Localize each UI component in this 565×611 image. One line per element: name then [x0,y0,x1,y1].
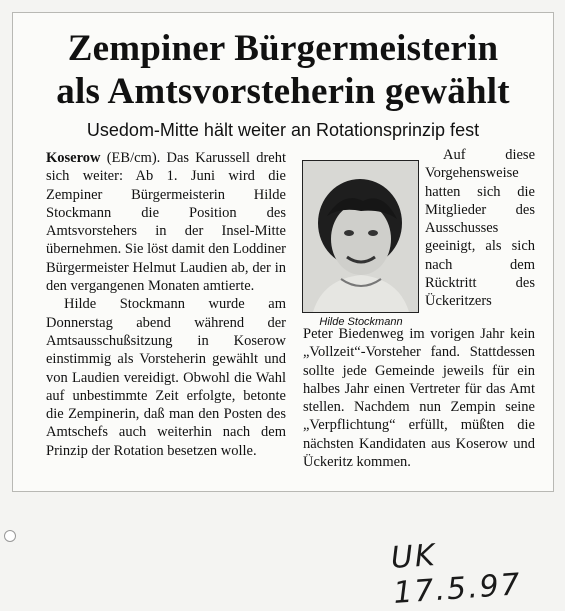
paragraph-1 [46,149,286,295]
newspaper-clipping [12,12,554,492]
photo-caption: Hilde Stockmann [319,316,403,328]
paragraph-1-text: (EB/cm). Das Karussell dreht sich weiter: Ab 1. Juni wird die Zempiner Bürgermeisterin Hilde Stockmann die Position des Amtsvorstehers in der Insel-Mitte übernehmen. Sie löst damit den Loddiner Bürgermeister Helmut Laudien ab, der in den vergangenen Monaten amtierte. [46,150,287,295]
handwritten-note: UK 17.5.97 [389,537,523,611]
dateline: Koserow [46,150,101,166]
article-column-left [46,149,286,460]
subheadline: Usedom-Mitte hält weiter an Rotationsprinzip fest [86,120,480,140]
article-column-right-bottom [303,325,535,471]
paragraph-3-end: Peter Biedenweg im vorigen Jahr kein „Vollzeit“-Vorsteher fand. Stattdessen sollte jede Gemeinde jeweils für ein halbes Jahr einen Vertreter für das Amt stellen. Nachdem nun Zempin seine „Verpflichtung“ erfüllt, müßten die nächsten Kandidaten aus Koserow und Ückeritz kommen. [303,326,535,471]
portrait-image [303,161,418,312]
headline [13,27,553,113]
paragraph-2: Hilde Stockmann wurde am Donnerstag abend während der Amtsausschußsitzung in Koserow einstimmig als Vorsteherin gewählt und von Laudien vereidigt. Obwohl die Wahl auf unbestimmte Zeit erfolgte, betonte die Zempinerin, daß man den Posten des Amtschefs auch weiterhin nach dem Prinzip der Rotation besetzen wolle. [46,296,286,459]
headline-line-2: als Amtsvorsteherin gewählt [56,71,510,112]
portrait-photo [302,160,419,313]
article-column-right-top [425,146,535,311]
punch-hole [4,530,16,542]
paragraph-3-start: Auf diese Vorgehensweise hatten sich die Mitglieder des Ausschusses geeinigt, als sich nach dem Rücktritt des Ückeritzers [425,147,535,310]
headline-line-1: Zempiner Bürgermeisterin [67,28,499,69]
